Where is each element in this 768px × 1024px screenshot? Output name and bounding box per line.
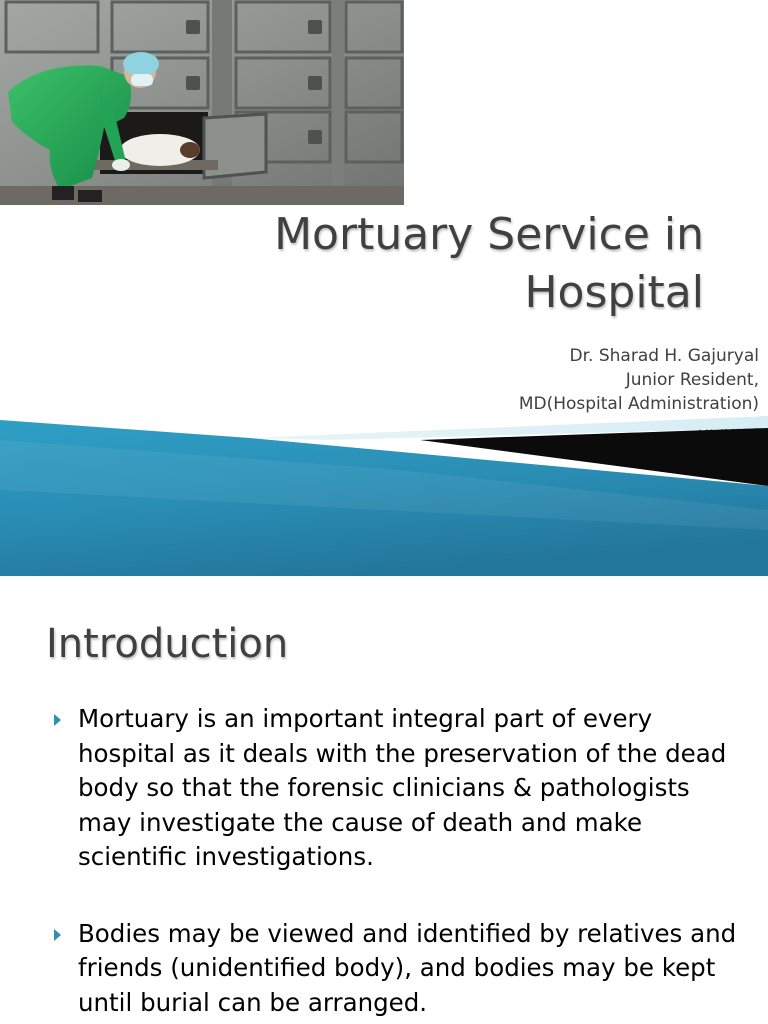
presentation-title (144, 206, 704, 322)
bullet-list (50, 702, 740, 1024)
title-line-1: Mortuary Service in (274, 209, 704, 260)
mortuary-photo (0, 0, 404, 205)
title-line-2: Hospital (524, 267, 704, 318)
decorative-wave-band (0, 410, 768, 576)
triangle-bullet-icon (54, 714, 61, 726)
bullet-text: Mortuary is an important integral part of every hospital as it deals with the preservation of the dead body so that the forensic clinicians & pathologists may investigate the cause of death and make scientific investigations. (78, 704, 727, 871)
triangle-bullet-icon (54, 929, 61, 941)
author-position: Junior Resident, (625, 370, 759, 390)
author-name: Dr. Sharad H. Gajuryal (569, 346, 759, 366)
bullet-text: Bodies may be viewed and identified by relatives and friends (unidentified body), and bodies may be kept until burial can be arranged. (78, 918, 737, 1017)
bullet-item (50, 702, 740, 875)
author-degree: MD(Hospital Administration) (518, 394, 759, 414)
bullet-item (50, 917, 740, 1021)
slide-title: Introduction (46, 621, 289, 667)
introduction-slide (0, 576, 768, 1024)
